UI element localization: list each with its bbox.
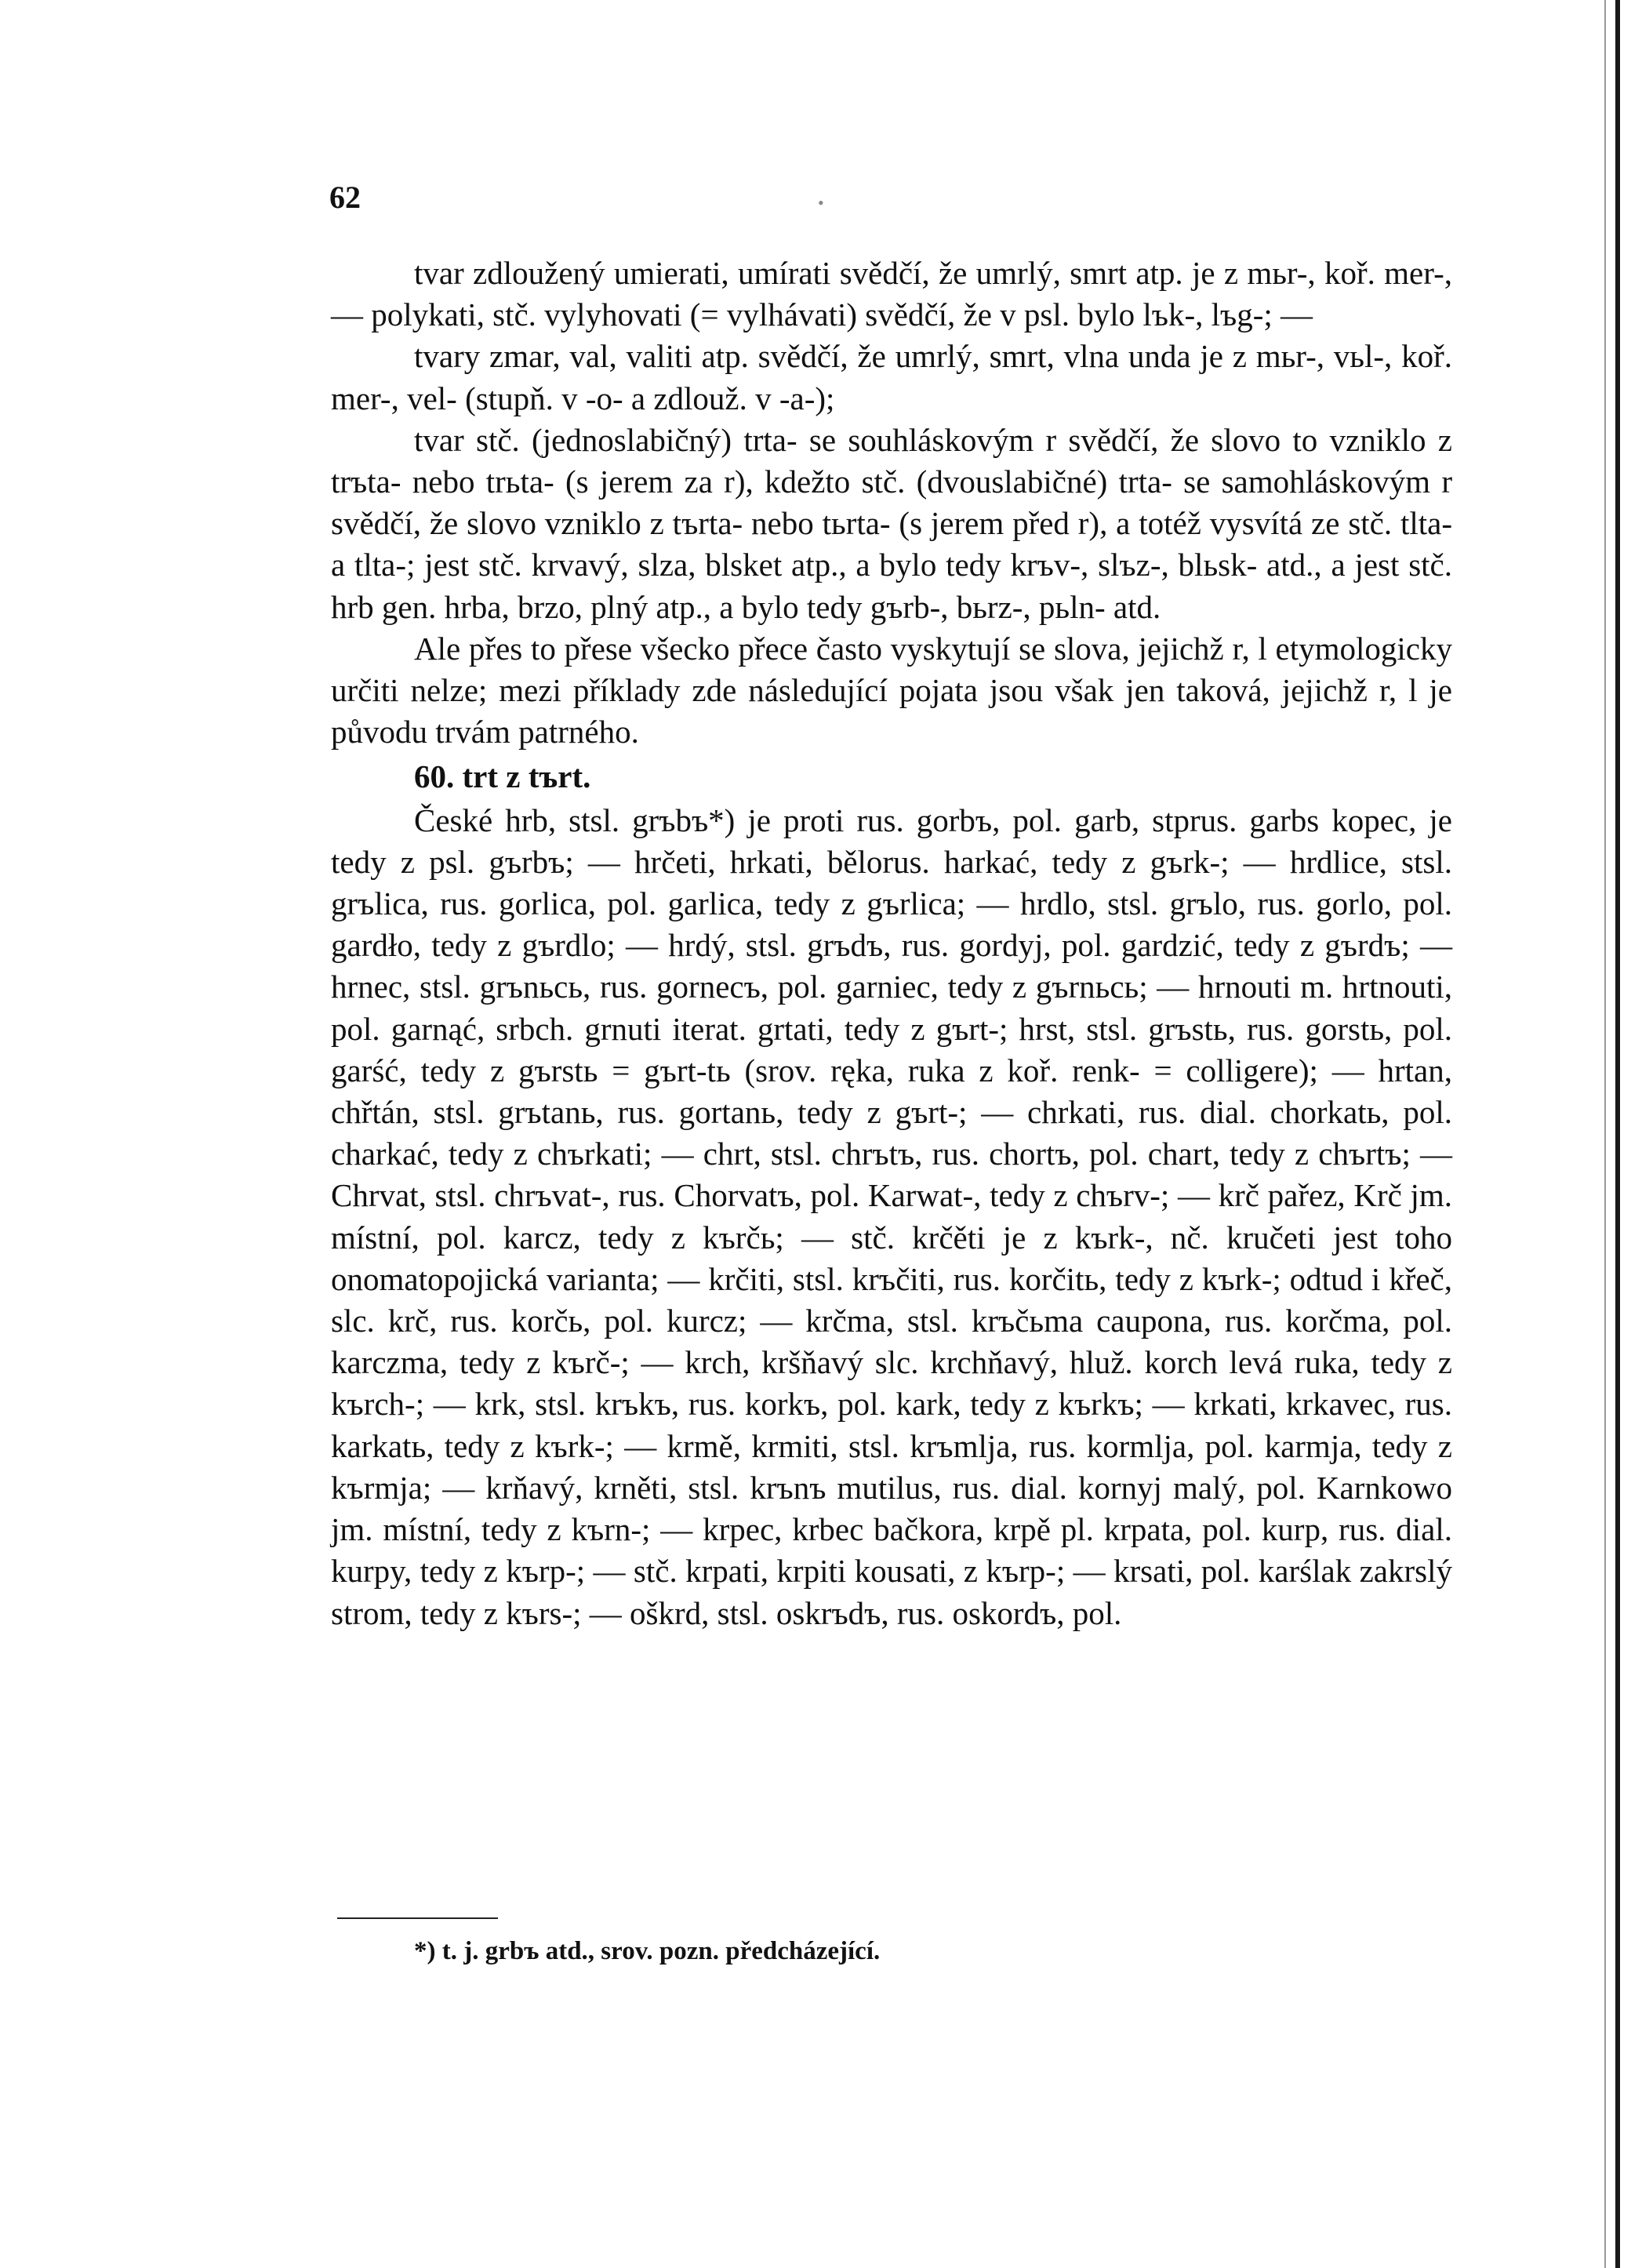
section-body: České hrb, stsl. grъbъ*) je proti rus. gorbъ, pol. garb, stprus. garbs kopec, je tedy z psl. gъrbъ; — hrčeti, hrkati, bělorus. harkać, tedy z gъrk-; — hrdlice, stsl. grъlica, rus. gorlica, pol. garlica, tedy z gъrlica; — hrdlo, stsl. grъlo, rus. gorlo, pol. gardło, tedy z gъrdlo; — hrdý, stsl. grъdъ, rus. gordyj, pol. gardzić, tedy z gъrdъ; — hrnec, stsl. grъnьcь, rus. gornecъ, pol. garniec, tedy z gъrnьcь; — hrnouti m. hrtnouti, pol. garnąć, srbch. grnuti iterat. grtati, tedy z gъrt-; hrst, stsl. grъstь, rus. gorstь, pol. garść, tedy z gъrstь = gъrt-tь (srov. ręka, ruka z koř. renk- = colligere); — hrtan, chřtán, stsl. grъtanь, rus. gortanь, tedy z gъrt-; — chrkati, rus. dial. chorkatь, pol. charkać, tedy z chъrkati; — chrt, stsl. chrъtъ, rus. chortъ, pol. chart, tedy z chъrtъ; — Chrvat, stsl. chrъvat-, rus. Chorvatъ, pol. Karwat-, tedy z chъrv-; — krč pařez, Krč jm. místní, pol. karcz, tedy z kъrčь; — stč. krčěti je z kъrk-, nč. kručeti jest toho onomatopojická varianta; — krčiti, stsl. krъčiti, rus. korčitь, tedy z kъrk-; odtud i křeč, slc. krč, rus. korčь, pol. kurcz; — krčma, stsl. krъčьma caupona, rus. korčma, pol. karczma, tedy z kъrč-; — krch, kršňavý slc. krchňavý, hluž. korch levá ruka, tedy z kъrch-; — krk, stsl. krъkъ, rus. korkъ, pol. kark, tedy z kъrkъ; — krkati, krkavec, rus. karkatь, tedy z kъrk-; — krmě, krmiti, stsl. krъmlja, rus. kormlja, pol. karmja, tedy z kъrmja; — krňavý, krněti, stsl. krъnъ mutilus, rus. dial. kornyj malý, pol. Karnkowo jm. místní, tedy z kъrn-; — krpec, krbec bačkora, krpě pl. krpata, pol. kurp, rus. dial. kurpy, tedy z kъrp-; — stč. krpati, krpiti kousati, z kъrp-; — krsati, pol. karślak zakrslý strom, tedy z kъrs-; — oškrd, stsl. oskrъdъ, rus. oskordъ, pol. [331, 801, 1452, 1631]
footnote-divider [337, 1917, 498, 1919]
footnote: *) t. j. grbъ atd., srov. pozn. předcházející. [414, 1937, 881, 1965]
page-number: 62 [329, 180, 361, 215]
page-edge-shadow [1604, 0, 1606, 2268]
paragraph: tvar zdloužený umierati, umírati svědčí, že umrlý, smrt atp. je z mьr-, koř. mer-, — polykati, stč. vylyhovati (= vylhávati) svědčí, že v psl. bylo lъk-, lъg-; — [331, 255, 1452, 333]
page-edge-border [1615, 0, 1620, 2268]
paragraph: tvar stč. (jednoslabičný) trta- se souhláskovým r svědčí, že slovo to vzniklo z trъta- nebo trьta- (s jerem za r), kdežto stč. (dvouslabičné) trta- se samohláskovým r svědčí, že slovo vzniklo z tъrta- nebo tьrta- (s jerem před r), a totéž vysvítá ze stč. tlta- a tlta-; jest stč. krvavý, slza, blsket atp., a bylo tedy krъv-, slъz-, blьsk- atd., a jest stč. hrb gen. hrba, brzo, plný atp., a bylo tedy gъrb-, bьrz-, pьln- atd. [331, 421, 1452, 625]
section-heading: 60. trt z tъrt. [414, 758, 591, 795]
main-text [331, 253, 1452, 1634]
paragraph: tvary zmar, val, valiti atp. svědčí, že umrlý, smrt, vlna unda je z mьr-, vьl-, koř. mer-, vel- (stupň. v -o- a zdlouž. v -a-); [331, 338, 1452, 416]
paragraph: Ale přes to přese všecko přece často vyskytují se slova, jejichž r, l etymologicky určiti nelze; mezi příklady zde následující pojata jsou však jen taková, jejichž r, l je původu trvám patrného. [331, 630, 1452, 751]
stray-mark: • [818, 193, 824, 213]
